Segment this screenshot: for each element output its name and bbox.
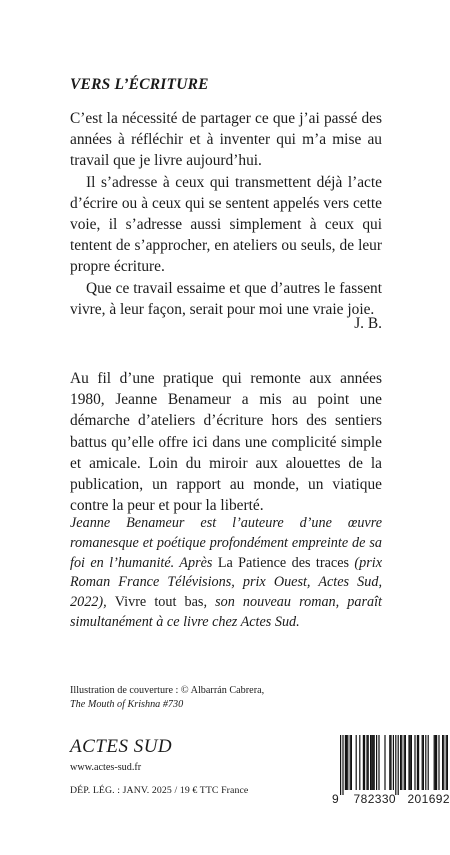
- barcode-bar: [346, 735, 347, 790]
- barcode-bar: [404, 735, 405, 790]
- isbn-group-left: 782330: [353, 792, 396, 806]
- barcode-bar: [435, 735, 436, 790]
- barcode-bar: [350, 735, 351, 790]
- barcode-bar: [359, 735, 360, 790]
- barcode-bar: [345, 735, 346, 790]
- barcode-bar: [342, 735, 343, 795]
- author-bio: [70, 514, 382, 633]
- legal-deposit-price: DÉP. LÉG. : JANV. 2025 / 19 € TTC France: [70, 785, 249, 796]
- barcode-bar: [423, 735, 424, 790]
- barcode-bar: [340, 735, 341, 795]
- barcode-bar: [370, 735, 371, 790]
- barcode-bar: [418, 735, 419, 790]
- barcode-bar: [447, 735, 448, 790]
- barcode-bar: [378, 735, 379, 790]
- barcode-bar: [417, 735, 418, 790]
- barcode-bar: [434, 735, 435, 790]
- isbn-barcode: [332, 735, 450, 813]
- barcode-bar: [374, 735, 375, 790]
- barcode-bar: [351, 735, 352, 790]
- barcode-bar: [438, 735, 439, 790]
- barcode-bar: [425, 735, 426, 790]
- isbn-group-right: 201692: [407, 792, 450, 806]
- author-initials: J. B.: [354, 315, 382, 332]
- bio-book-title: Vivre tout bas: [114, 594, 204, 611]
- barcode-bar: [395, 735, 396, 795]
- bio-text: (prix Roman France Télévisions, prix Ouest, Actes Sud, 2022),: [70, 554, 382, 611]
- barcode-bar: [410, 735, 411, 790]
- book-blurb: Au fil d’une pratique qui remonte aux années 1980, Jeanne Benameur a mis au point une démarche d’ateliers d’écriture hors des sentiers battus qu’elle offre ici dans une complicité simple et amicale. Loin du miroir aux alouettes de la publication, un rapport au monde, un viatique contre la peur et pour la liberté.: [70, 370, 382, 515]
- cover-credit-work: The Mouth of Krishna #730: [70, 699, 184, 710]
- barcode-bar: [414, 735, 415, 790]
- barcode-bar: [446, 735, 447, 790]
- bio-book-title: La Patience des traces: [217, 554, 350, 571]
- isbn-first-digit: 9: [332, 792, 340, 806]
- author-note-paragraph: C’est la nécessité de partager ce que j’ai passé des années à réfléchir et à inventer qui m’a mise au travail que je livre aujourd’hui.: [70, 110, 382, 170]
- barcode-bar: [376, 735, 377, 790]
- barcode-bar: [398, 735, 399, 795]
- barcode-bar: [422, 735, 423, 790]
- barcode-bars: [332, 735, 450, 795]
- barcode-bar: [363, 735, 364, 790]
- barcode-bar: [408, 735, 409, 790]
- author-note: [70, 108, 382, 320]
- bio-text: Jeanne Benameur est l’auteure d’une œuvre romanesque et poétique profondément empreinte de sa foi en l’humanité. Après: [70, 515, 382, 571]
- barcode-bar: [411, 735, 412, 790]
- barcode-bar: [368, 735, 369, 790]
- barcode-bar: [372, 735, 373, 790]
- section-heading: VERS L’ÉCRITURE: [70, 76, 209, 93]
- barcode-bar: [401, 735, 402, 790]
- barcode-bar: [436, 735, 437, 790]
- barcode-bar: [384, 735, 385, 790]
- barcode-bar: [371, 735, 372, 790]
- author-note-paragraph: Il s’adresse à ceux qui transmettent déjà l’acte d’écrire ou à ceux qui se sentent appelés vers cette voie, il s’adresse aussi simplement à ceux qui tentent de s’approcher, en ateliers ou seuls, de leur propre écriture.: [70, 173, 382, 276]
- barcode-bar: [356, 735, 357, 790]
- cover-credit: [70, 684, 264, 712]
- barcode-bar: [347, 735, 348, 790]
- cover-credit-label: Illustration de couverture : © Albarrán Cabrera,: [70, 685, 265, 696]
- barcode-bar: [366, 735, 367, 790]
- barcode-bar: [428, 735, 429, 790]
- barcode-bar: [389, 735, 390, 790]
- publisher-website: www.actes-sud.fr: [70, 762, 142, 773]
- barcode-bar: [393, 735, 394, 790]
- barcode-bar: [405, 735, 406, 790]
- author-note-paragraph: Que ce travail essaime et que d’autres le fassent vivre, à leur façon, serait pour moi une vraie joie.: [70, 279, 382, 318]
- back-cover: [70, 0, 450, 855]
- publisher-logo: ACTES SUD: [70, 736, 173, 757]
- barcode-bar: [442, 735, 443, 790]
- bio-text: , son nouveau roman, paraît simultanément à ce livre chez Actes Sud.: [70, 594, 382, 630]
- barcode-bar: [390, 735, 391, 790]
- isbn-number: [332, 792, 450, 806]
- barcode-bar: [400, 735, 401, 790]
- barcode-bar: [364, 735, 365, 790]
- barcode-bar: [443, 735, 444, 790]
